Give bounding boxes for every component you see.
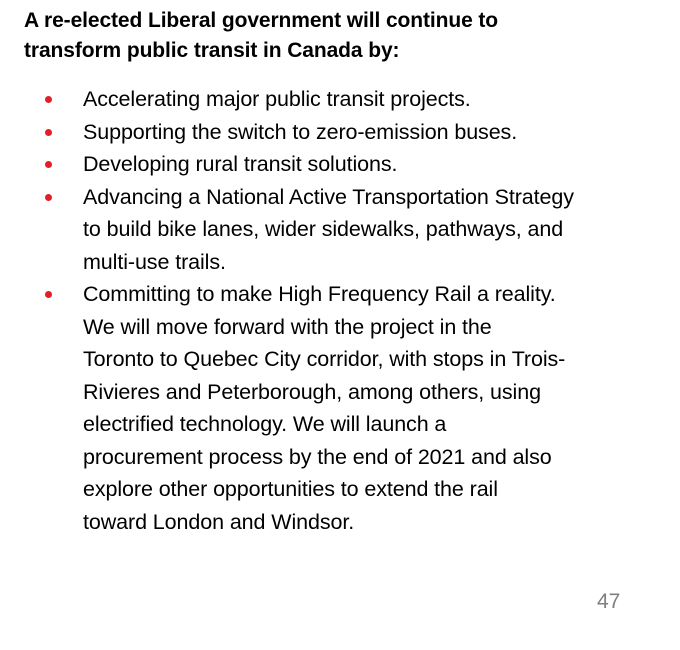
text-line: Advancing a National Active Transportation Strategy bbox=[83, 184, 574, 209]
transit-commitments-list bbox=[40, 83, 640, 538]
list-item bbox=[40, 83, 640, 116]
list-item-text bbox=[83, 278, 640, 538]
heading-line: A re-elected Liberal government will continue to bbox=[24, 9, 499, 32]
text-line: toward London and Windsor. bbox=[83, 509, 355, 534]
list-item bbox=[40, 278, 640, 538]
text-line: procurement process by the end of 2021 and also bbox=[83, 444, 552, 469]
list-item-text bbox=[83, 83, 640, 116]
text-line: Rivieres and Peterborough, among others, using bbox=[83, 379, 541, 404]
bullet-dot-icon bbox=[45, 129, 52, 136]
text-line: explore other opportunities to extend the rail bbox=[83, 477, 498, 501]
page-number: 47 bbox=[597, 590, 621, 613]
bullet-dot-icon bbox=[45, 194, 52, 201]
text-line: multi-use trails. bbox=[83, 249, 226, 274]
list-item-text bbox=[83, 116, 640, 149]
section-heading bbox=[24, 6, 644, 66]
bullet-dot-icon bbox=[45, 96, 52, 103]
bullet-dot-icon bbox=[45, 291, 52, 298]
text-line: We will move forward with the project in the bbox=[83, 314, 492, 339]
text-line: Developing rural transit solutions. bbox=[83, 152, 398, 176]
text-line: electrified technology. We will launch a bbox=[83, 412, 447, 436]
heading-line: transform public transit in Canada by: bbox=[24, 39, 400, 62]
text-line: Accelerating major public transit projects. bbox=[83, 87, 471, 111]
list-item bbox=[40, 148, 640, 181]
text-line: Supporting the switch to zero-emission buses. bbox=[83, 119, 518, 144]
text-line: to build bike lanes, wider sidewalks, pathways, and bbox=[83, 217, 564, 241]
bullet-dot-icon bbox=[45, 161, 52, 168]
text-line: Committing to make High Frequency Rail a reality. bbox=[83, 282, 556, 306]
list-item bbox=[40, 116, 640, 149]
list-item bbox=[40, 181, 640, 279]
list-item-text bbox=[83, 181, 640, 279]
text-line: Toronto to Quebec City corridor, with stops in Trois- bbox=[83, 347, 566, 371]
list-item-text bbox=[83, 148, 640, 181]
